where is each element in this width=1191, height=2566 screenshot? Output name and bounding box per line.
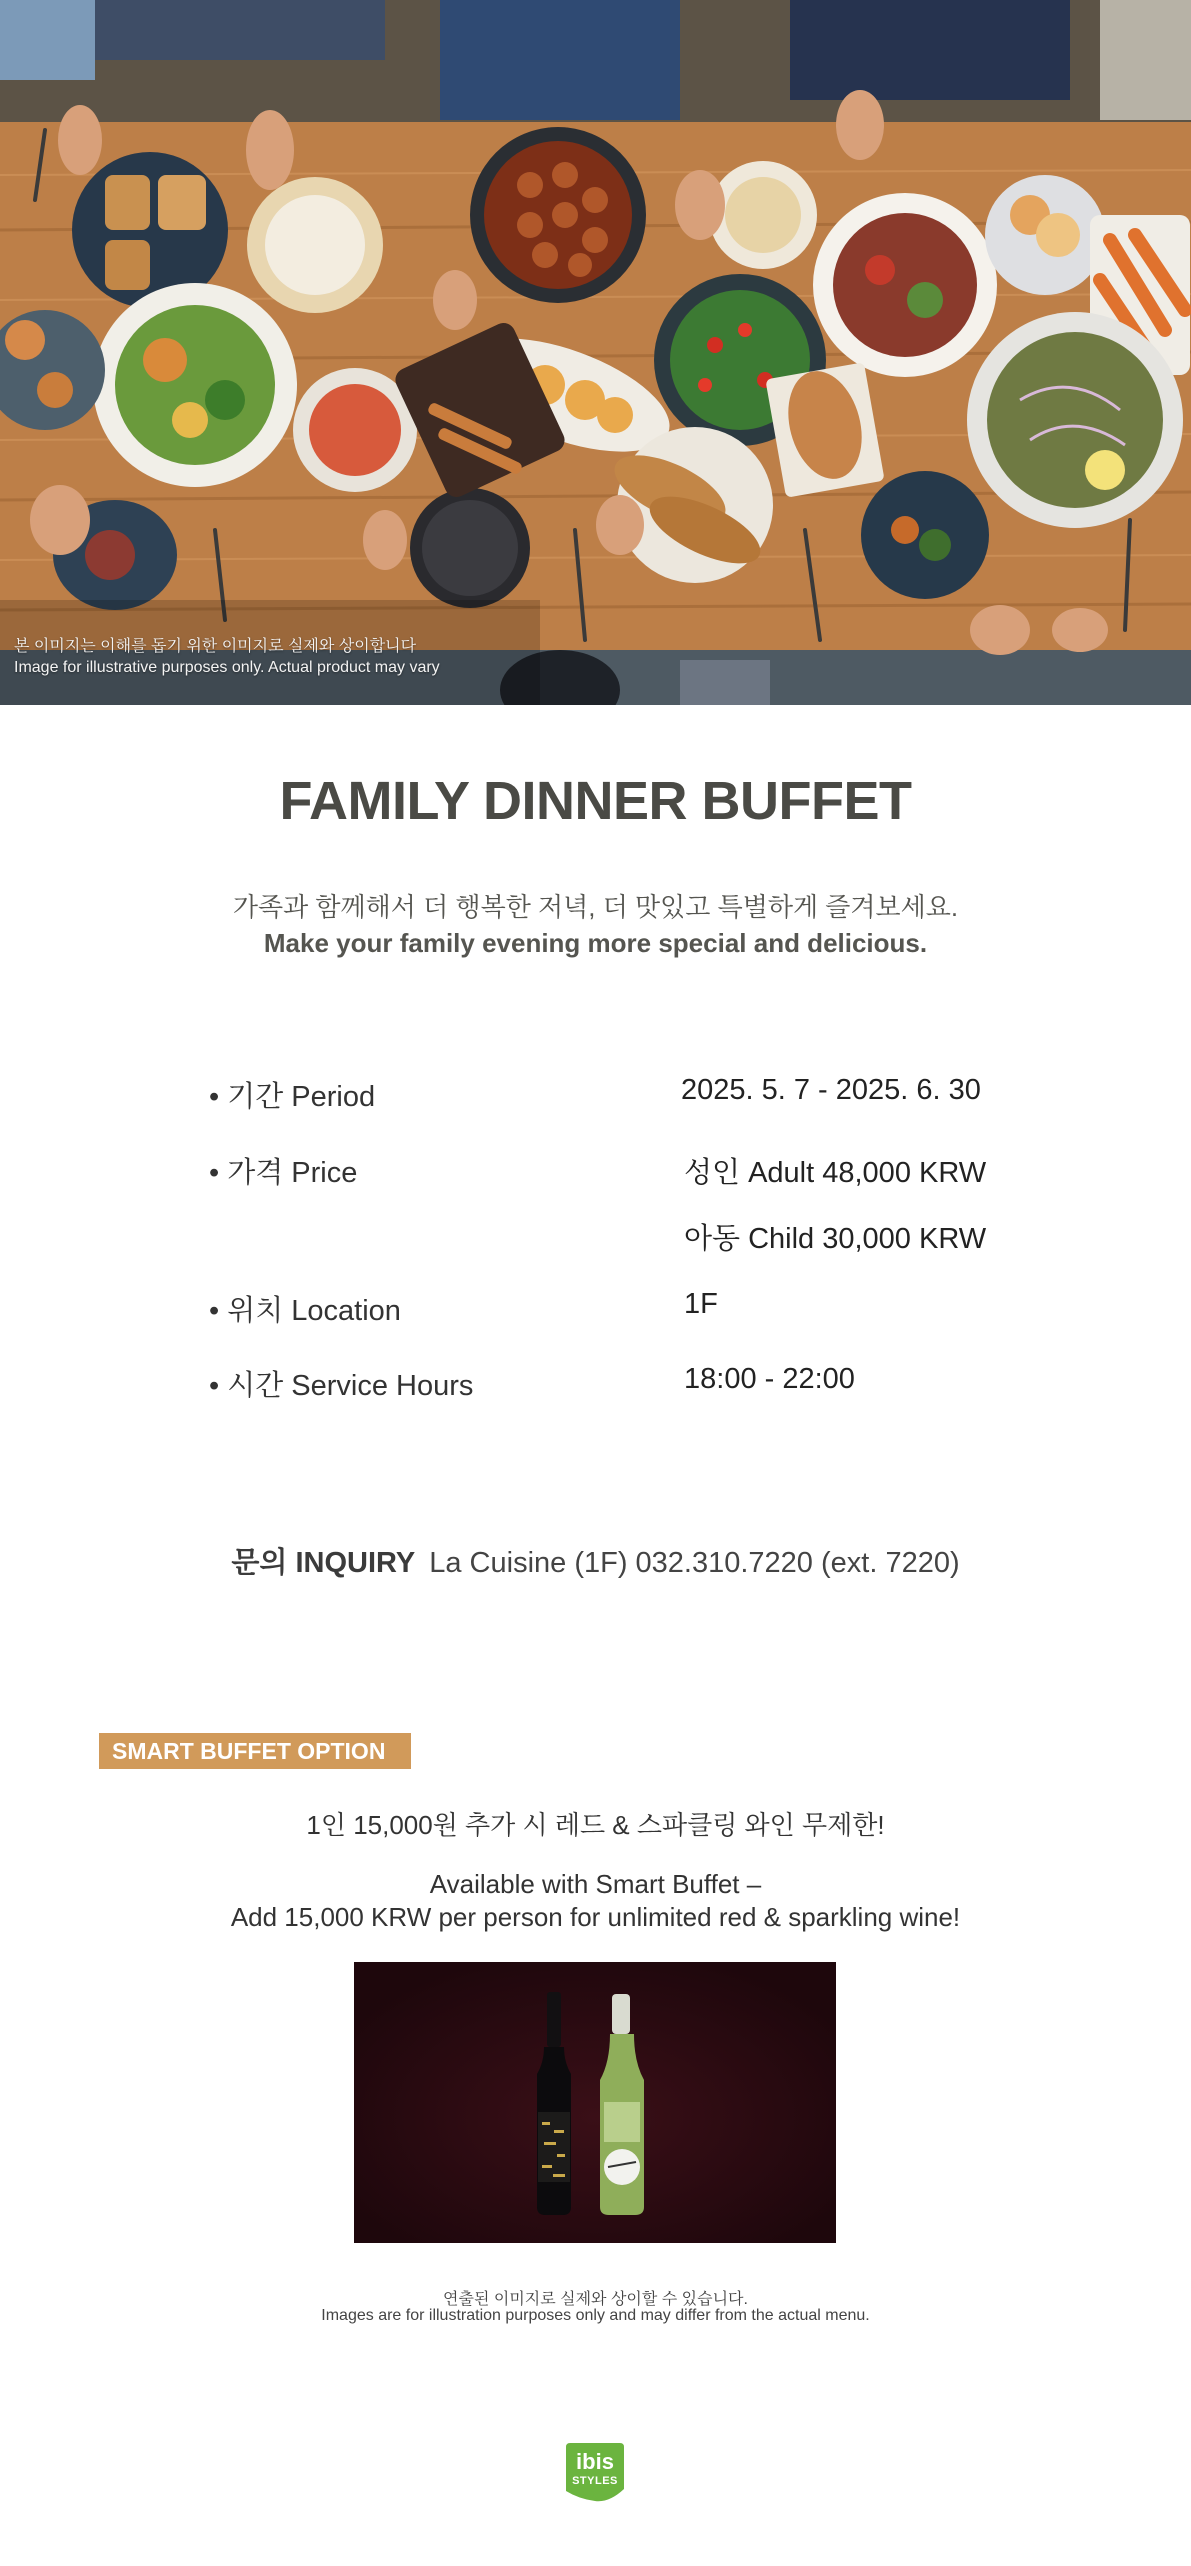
- logo-word: ibis: [576, 2449, 614, 2474]
- hero-disclaimer-en: Image for illustrative purposes only. Actual product may vary: [14, 659, 440, 676]
- inquiry-line: [0, 1540, 1191, 1581]
- smart-buffet-badge: SMART BUFFET OPTION: [99, 1733, 411, 1769]
- location-value: 1F: [684, 1288, 718, 1320]
- inquiry-label: 문의 INQUIRY: [231, 1547, 416, 1579]
- option-text-ko: 1인 15,000원 추가 시 레드 & 스파클링 와인 무제한!: [306, 1810, 885, 1840]
- location-label: • 위치 Location: [209, 1295, 401, 1327]
- subtitle-ko: 가족과 함께해서 더 행복한 저녁, 더 맛있고 특별하게 즐겨보세요.: [232, 892, 959, 922]
- hours-label: • 시간 Service Hours: [209, 1370, 474, 1402]
- option-text-en-1: Available with Smart Buffet –: [429, 1869, 762, 1899]
- hero-disclaimer: [14, 636, 440, 678]
- image-note-en: Images are for illustration purposes only and may differ from the actual menu.: [321, 2307, 870, 2324]
- price-child: 아동 Child 30,000 KRW: [684, 1223, 987, 1255]
- hero-disclaimer-ko: 본 이미지는 이해를 돕기 위한 이미지로 실제와 상이합니다: [14, 638, 417, 655]
- hours-value: 18:00 - 22:00: [684, 1363, 855, 1395]
- inquiry-value: La Cuisine (1F) 032.310.7220 (ext. 7220): [429, 1547, 960, 1579]
- subtitle-en: Make your family evening more special and delicious.: [263, 928, 928, 958]
- hero-food-photo: [0, 0, 1191, 705]
- page-title: FAMILY DINNER BUFFET: [279, 771, 912, 831]
- price-label: • 가격 Price: [209, 1157, 358, 1189]
- option-text-en-2: Add 15,000 KRW per person for unlimited red & sparkling wine!: [230, 1902, 961, 1932]
- price-adult: 성인 Adult 48,000 KRW: [684, 1157, 987, 1189]
- wine-bottles-image: [354, 1962, 836, 2243]
- wine-bottles-illustration: [354, 1962, 836, 2243]
- ibis-styles-logo: [564, 2441, 626, 2503]
- image-note-ko: 연출된 이미지로 실제와 상이할 수 있습니다.: [443, 2291, 748, 2308]
- dinner-table-illustration: [0, 0, 1191, 705]
- page-subtitle: [0, 889, 1191, 961]
- period-value: 2025. 5. 7 - 2025. 6. 30: [681, 1074, 981, 1106]
- period-label: • 기간 Period: [209, 1081, 376, 1113]
- logo-sub: STYLES: [572, 2475, 618, 2487]
